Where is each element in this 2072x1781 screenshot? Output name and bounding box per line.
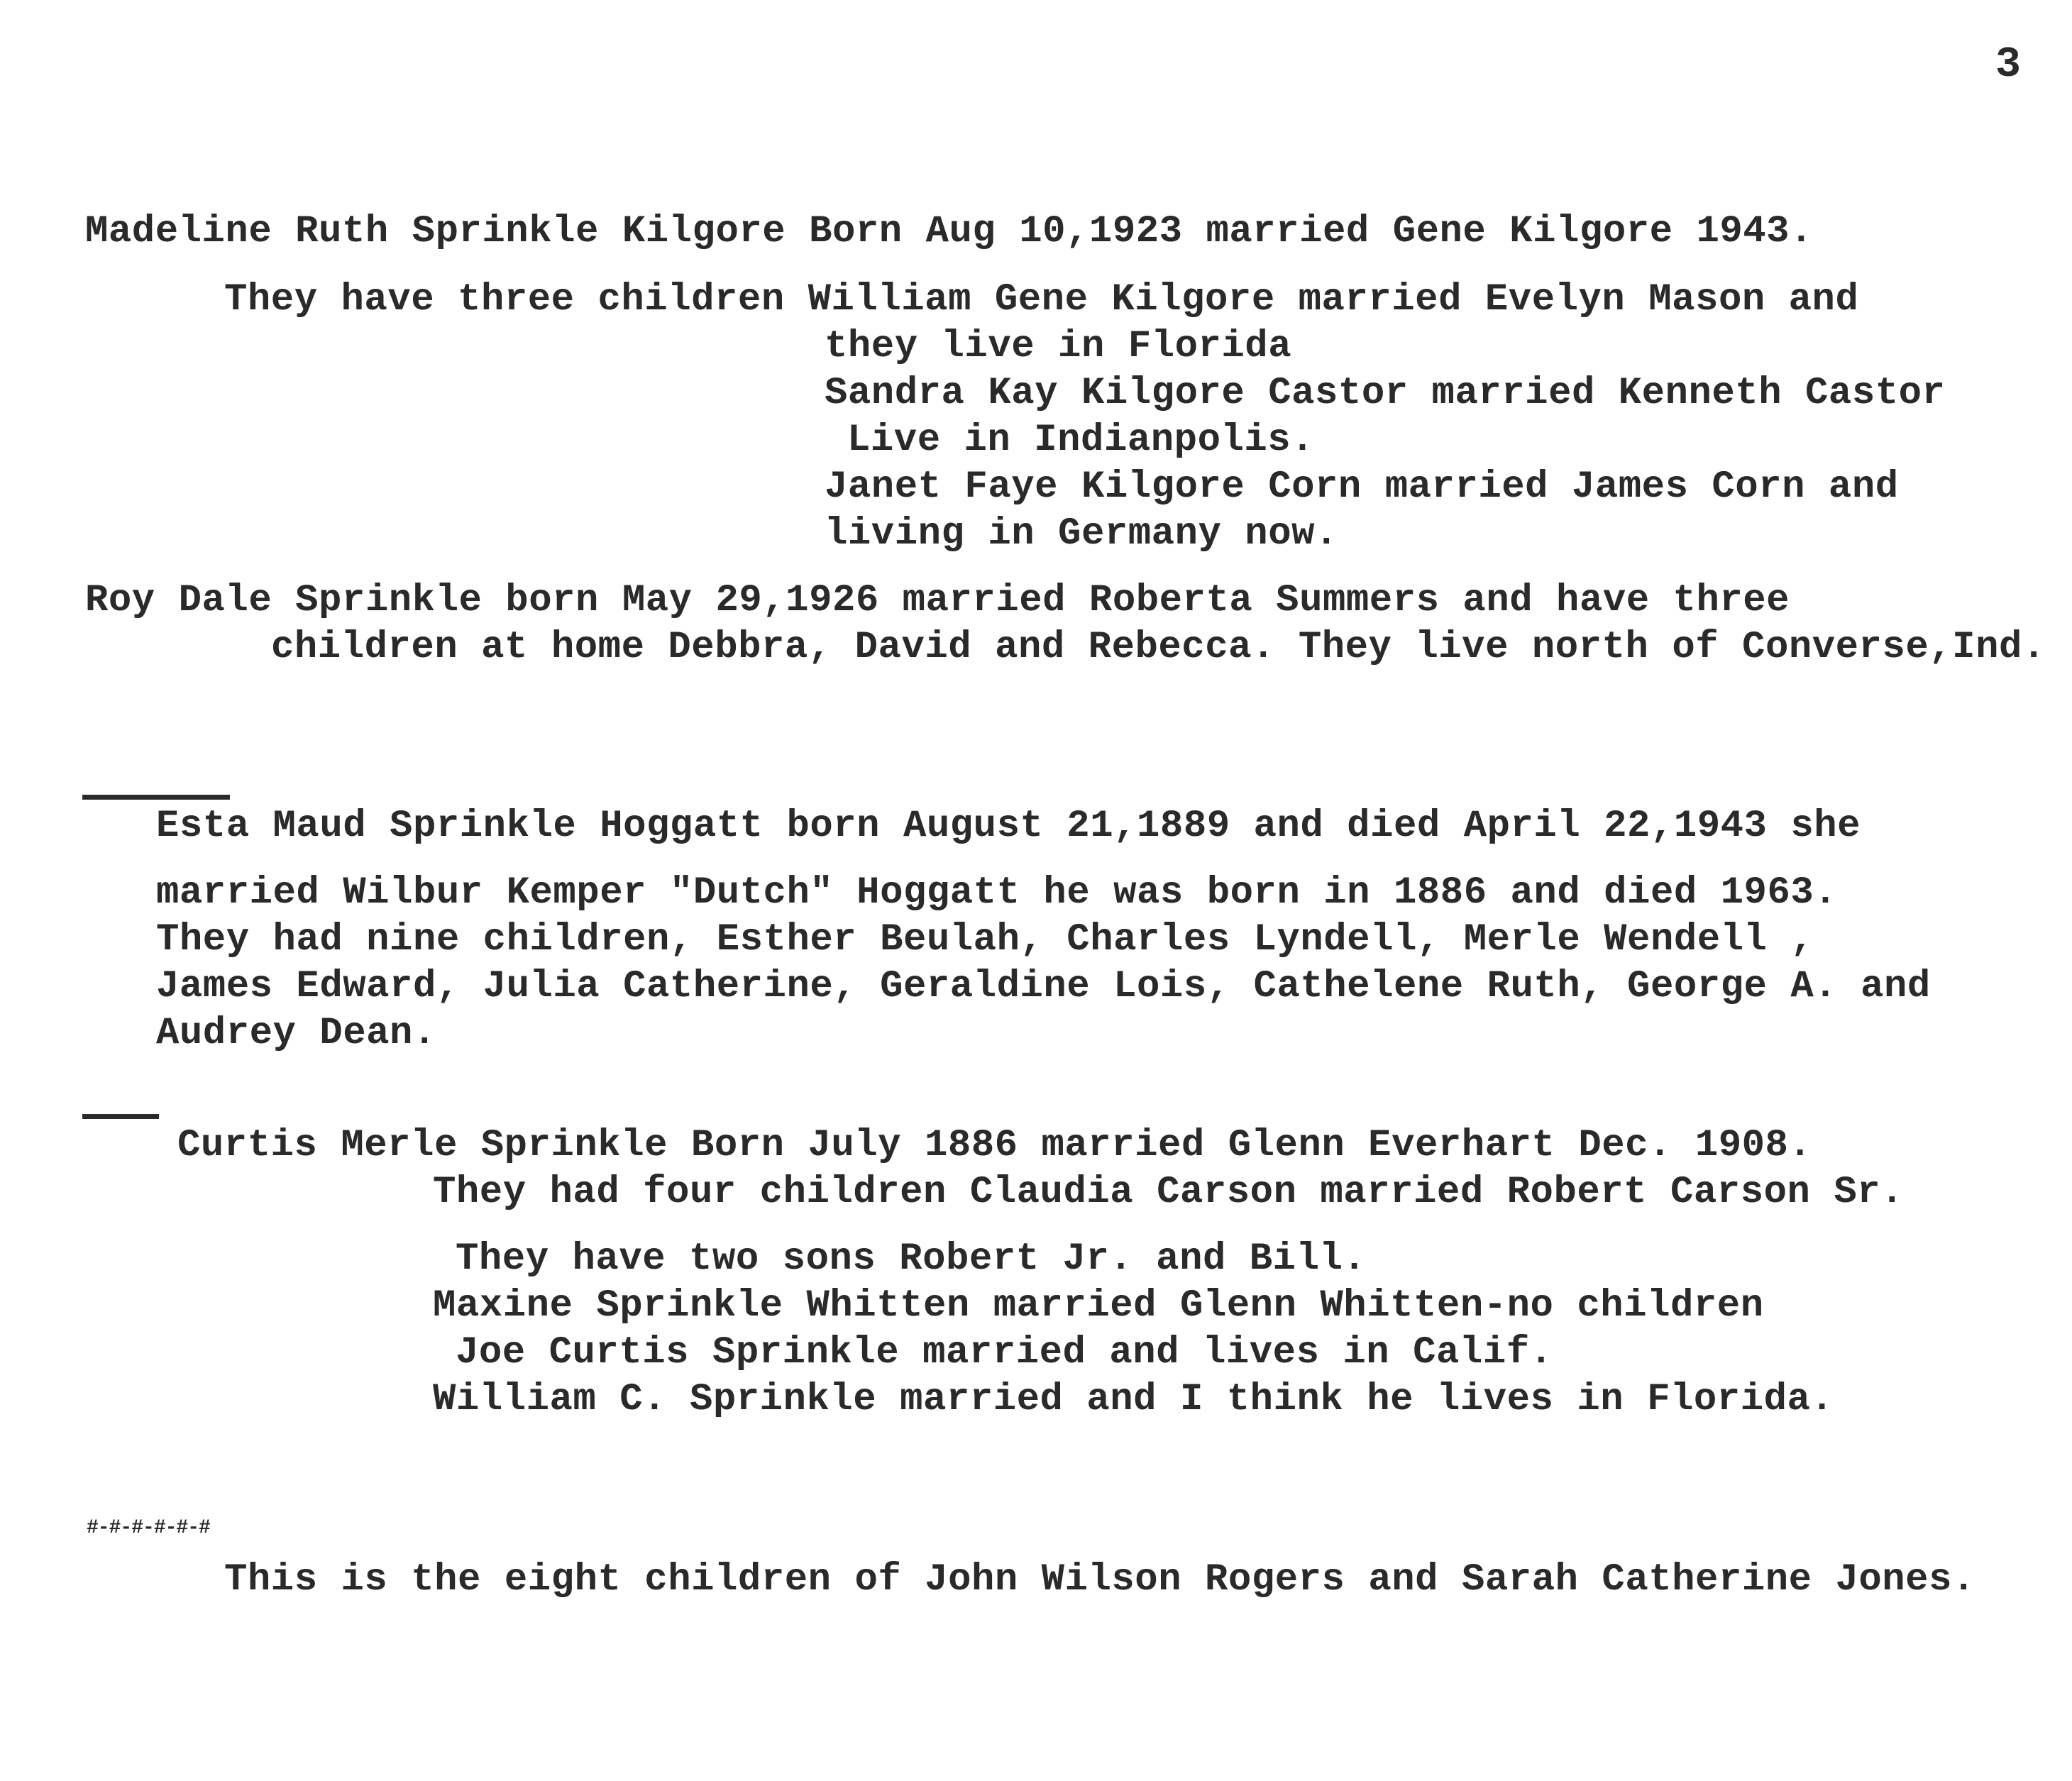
text-line: Roy Dale Sprinkle born May 29,1926 married Roberta Summers and have three xyxy=(85,579,1790,622)
text-line: Madeline Ruth Sprinkle Kilgore Born Aug 10,1923 married Gene Kilgore 1943. xyxy=(85,210,1813,253)
separator-marks: #-#-#-#-#-# xyxy=(87,1517,210,1539)
text-line: Curtis Merle Sprinkle Born July 1886 married Glenn Everhart Dec. 1908. xyxy=(177,1124,1812,1167)
page-number: 3 xyxy=(1995,41,2022,89)
text-line: Live in Indianpolis. xyxy=(847,419,1315,462)
text-line: They had nine children, Esther Beulah, Charles Lyndell, Merle Wendell , xyxy=(156,918,1814,961)
text-line: Maxine Sprinkle Whitten married Glenn Whitten-no children xyxy=(433,1284,1764,1328)
text-line: William C. Sprinkle married and I think he lives in Florida. xyxy=(433,1378,1834,1421)
section-rule xyxy=(82,795,230,800)
text-line: This is the eight children of John Wilson Rogers and Sarah Catherine Jones. xyxy=(224,1558,1975,1601)
text-line: living in Germany now. xyxy=(825,512,1338,556)
text-line: Esta Maud Sprinkle Hoggatt born August 21,1889 and died April 22,1943 she xyxy=(156,805,1861,848)
text-line: James Edward, Julia Catherine, Geraldine Lois, Cathelene Ruth, George A. and xyxy=(156,965,1931,1008)
text-line: they live in Florida xyxy=(825,325,1292,368)
text-line: children at home Debbra, David and Rebecca. They live north of Converse,Ind. xyxy=(271,626,2046,669)
text-line: Joe Curtis Sprinkle married and lives in Calif. xyxy=(456,1331,1553,1374)
text-line: Audrey Dean. xyxy=(156,1012,436,1055)
text-line: married Wilbur Kemper "Dutch" Hoggatt he was born in 1886 and died 1963. xyxy=(156,871,1838,915)
text-line: They had four children Claudia Carson married Robert Carson Sr. xyxy=(433,1171,1905,1214)
text-line: Sandra Kay Kilgore Castor married Kenneth Castor xyxy=(825,372,1946,415)
text-line: They have three children William Gene Kilgore married Evelyn Mason and xyxy=(224,278,1859,321)
text-line: Janet Faye Kilgore Corn married James Corn and xyxy=(825,465,1899,509)
text-line: They have two sons Robert Jr. and Bill. xyxy=(456,1237,1367,1281)
section-rule xyxy=(82,1114,159,1119)
